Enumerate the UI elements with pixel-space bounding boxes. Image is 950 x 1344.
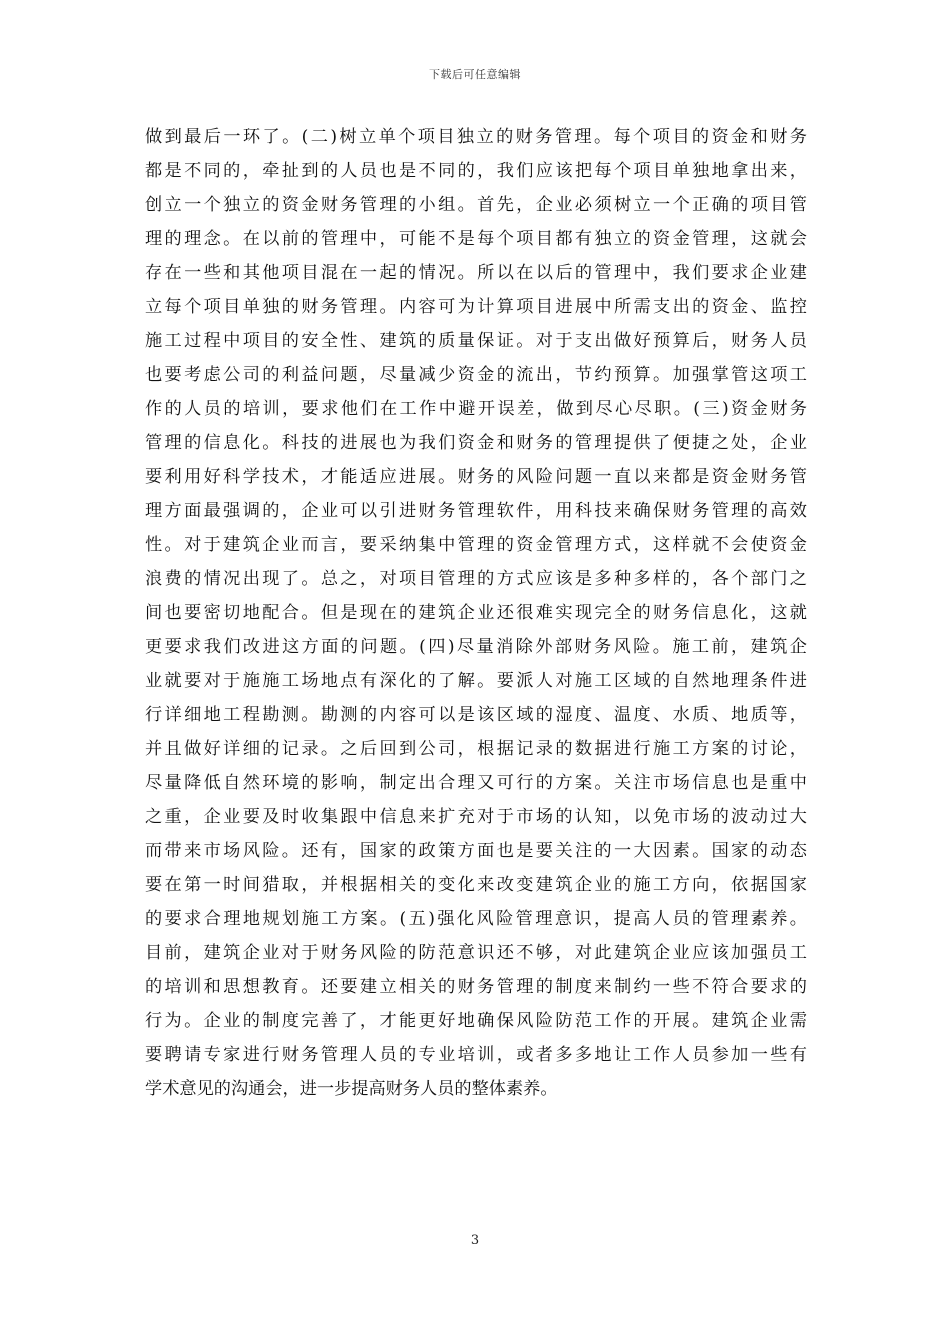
text-line: 尽量降低自然环境的影响，制定出合理又可行的方案。关注市场信息也是重中 xyxy=(145,773,807,793)
body-text xyxy=(145,120,807,1106)
page-header: 下载后可任意编辑 xyxy=(429,68,521,81)
text-line: 要利用好科学技术，才能适应进展。财务的风险问题一直以来都是资金财务管 xyxy=(145,467,807,487)
text-line: 理的理念。在以前的管理中，可能不是每个项目都有独立的资金管理，这就会 xyxy=(145,229,807,249)
text-line: 浪费的情况出现了。总之，对项目管理的方式应该是多种多样的，各个部门之 xyxy=(145,569,807,589)
text-line: 理方面最强调的，企业可以引进财务管理软件，用科技来确保财务管理的高效 xyxy=(145,501,807,521)
text-line: 间也要密切地配合。但是现在的建筑企业还很难实现完全的财务信息化，这就 xyxy=(145,603,807,623)
text-line: 业就要对于施施工场地点有深化的了解。要派人对施工区域的自然地理条件进 xyxy=(145,671,807,691)
text-line: 的要求合理地规划施工方案。(五)强化风险管理意识，提高人员的管理素养。 xyxy=(145,909,807,929)
text-line: 施工过程中项目的安全性、建筑的质量保证。对于支出做好预算后，财务人员 xyxy=(145,331,807,351)
text-line: 的培训和思想教育。还要建立相关的财务管理的制度来制约一些不符合要求的 xyxy=(145,977,807,997)
text-line: 立每个项目单独的财务管理。内容可为计算项目进展中所需支出的资金、监控 xyxy=(145,297,807,317)
text-line: 存在一些和其他项目混在一起的情况。所以在以后的管理中，我们要求企业建 xyxy=(145,263,807,283)
text-line: 做到最后一环了。(二)树立单个项目独立的财务管理。每个项目的资金和财务 xyxy=(145,127,807,147)
text-line: 之重，企业要及时收集跟中信息来扩充对于市场的认知，以免市场的波动过大 xyxy=(145,807,807,827)
text-line: 行详细地工程勘测。勘测的内容可以是该区域的湿度、温度、水质、地质等， xyxy=(145,705,807,725)
text-line: 行为。企业的制度完善了，才能更好地确保风险防范工作的开展。建筑企业需 xyxy=(145,1011,807,1031)
text-line: 也要考虑公司的利益问题，尽量减少资金的流出，节约预算。加强掌管这项工 xyxy=(145,365,807,385)
text-line: 管理的信息化。科技的进展也为我们资金和财务的管理提供了便捷之处，企业 xyxy=(145,433,807,453)
text-line: 要在第一时间猎取，并根据相关的变化来改变建筑企业的施工方向，依据国家 xyxy=(145,875,807,895)
text-line: 目前，建筑企业对于财务风险的防范意识还不够，对此建筑企业应该加强员工 xyxy=(145,943,807,963)
text-line: 要聘请专家进行财务管理人员的专业培训，或者多多地让工作人员参加一些有 xyxy=(145,1045,807,1065)
text-line: 学术意见的沟通会，进一步提高财务人员的整体素养。 xyxy=(145,1079,558,1099)
text-line: 性。对于建筑企业而言，要采纳集中管理的资金管理方式，这样就不会使资金 xyxy=(145,535,807,555)
text-line: 创立一个独立的资金财务管理的小组。首先，企业必须树立一个正确的项目管 xyxy=(145,195,807,215)
text-line: 并且做好详细的记录。之后回到公司，根据记录的数据进行施工方案的讨论， xyxy=(145,739,807,759)
text-line: 都是不同的，牵扯到的人员也是不同的，我们应该把每个项目单独地拿出来， xyxy=(145,161,807,181)
text-line: 更要求我们改进这方面的问题。(四)尽量消除外部财务风险。施工前，建筑企 xyxy=(145,637,807,657)
text-line: 而带来市场风险。还有，国家的政策方面也是要关注的一大因素。国家的动态 xyxy=(145,841,807,861)
page-number: 3 xyxy=(470,1233,480,1248)
text-line: 作的人员的培训，要求他们在工作中避开误差，做到尽心尽职。(三)资金财务 xyxy=(145,399,807,419)
